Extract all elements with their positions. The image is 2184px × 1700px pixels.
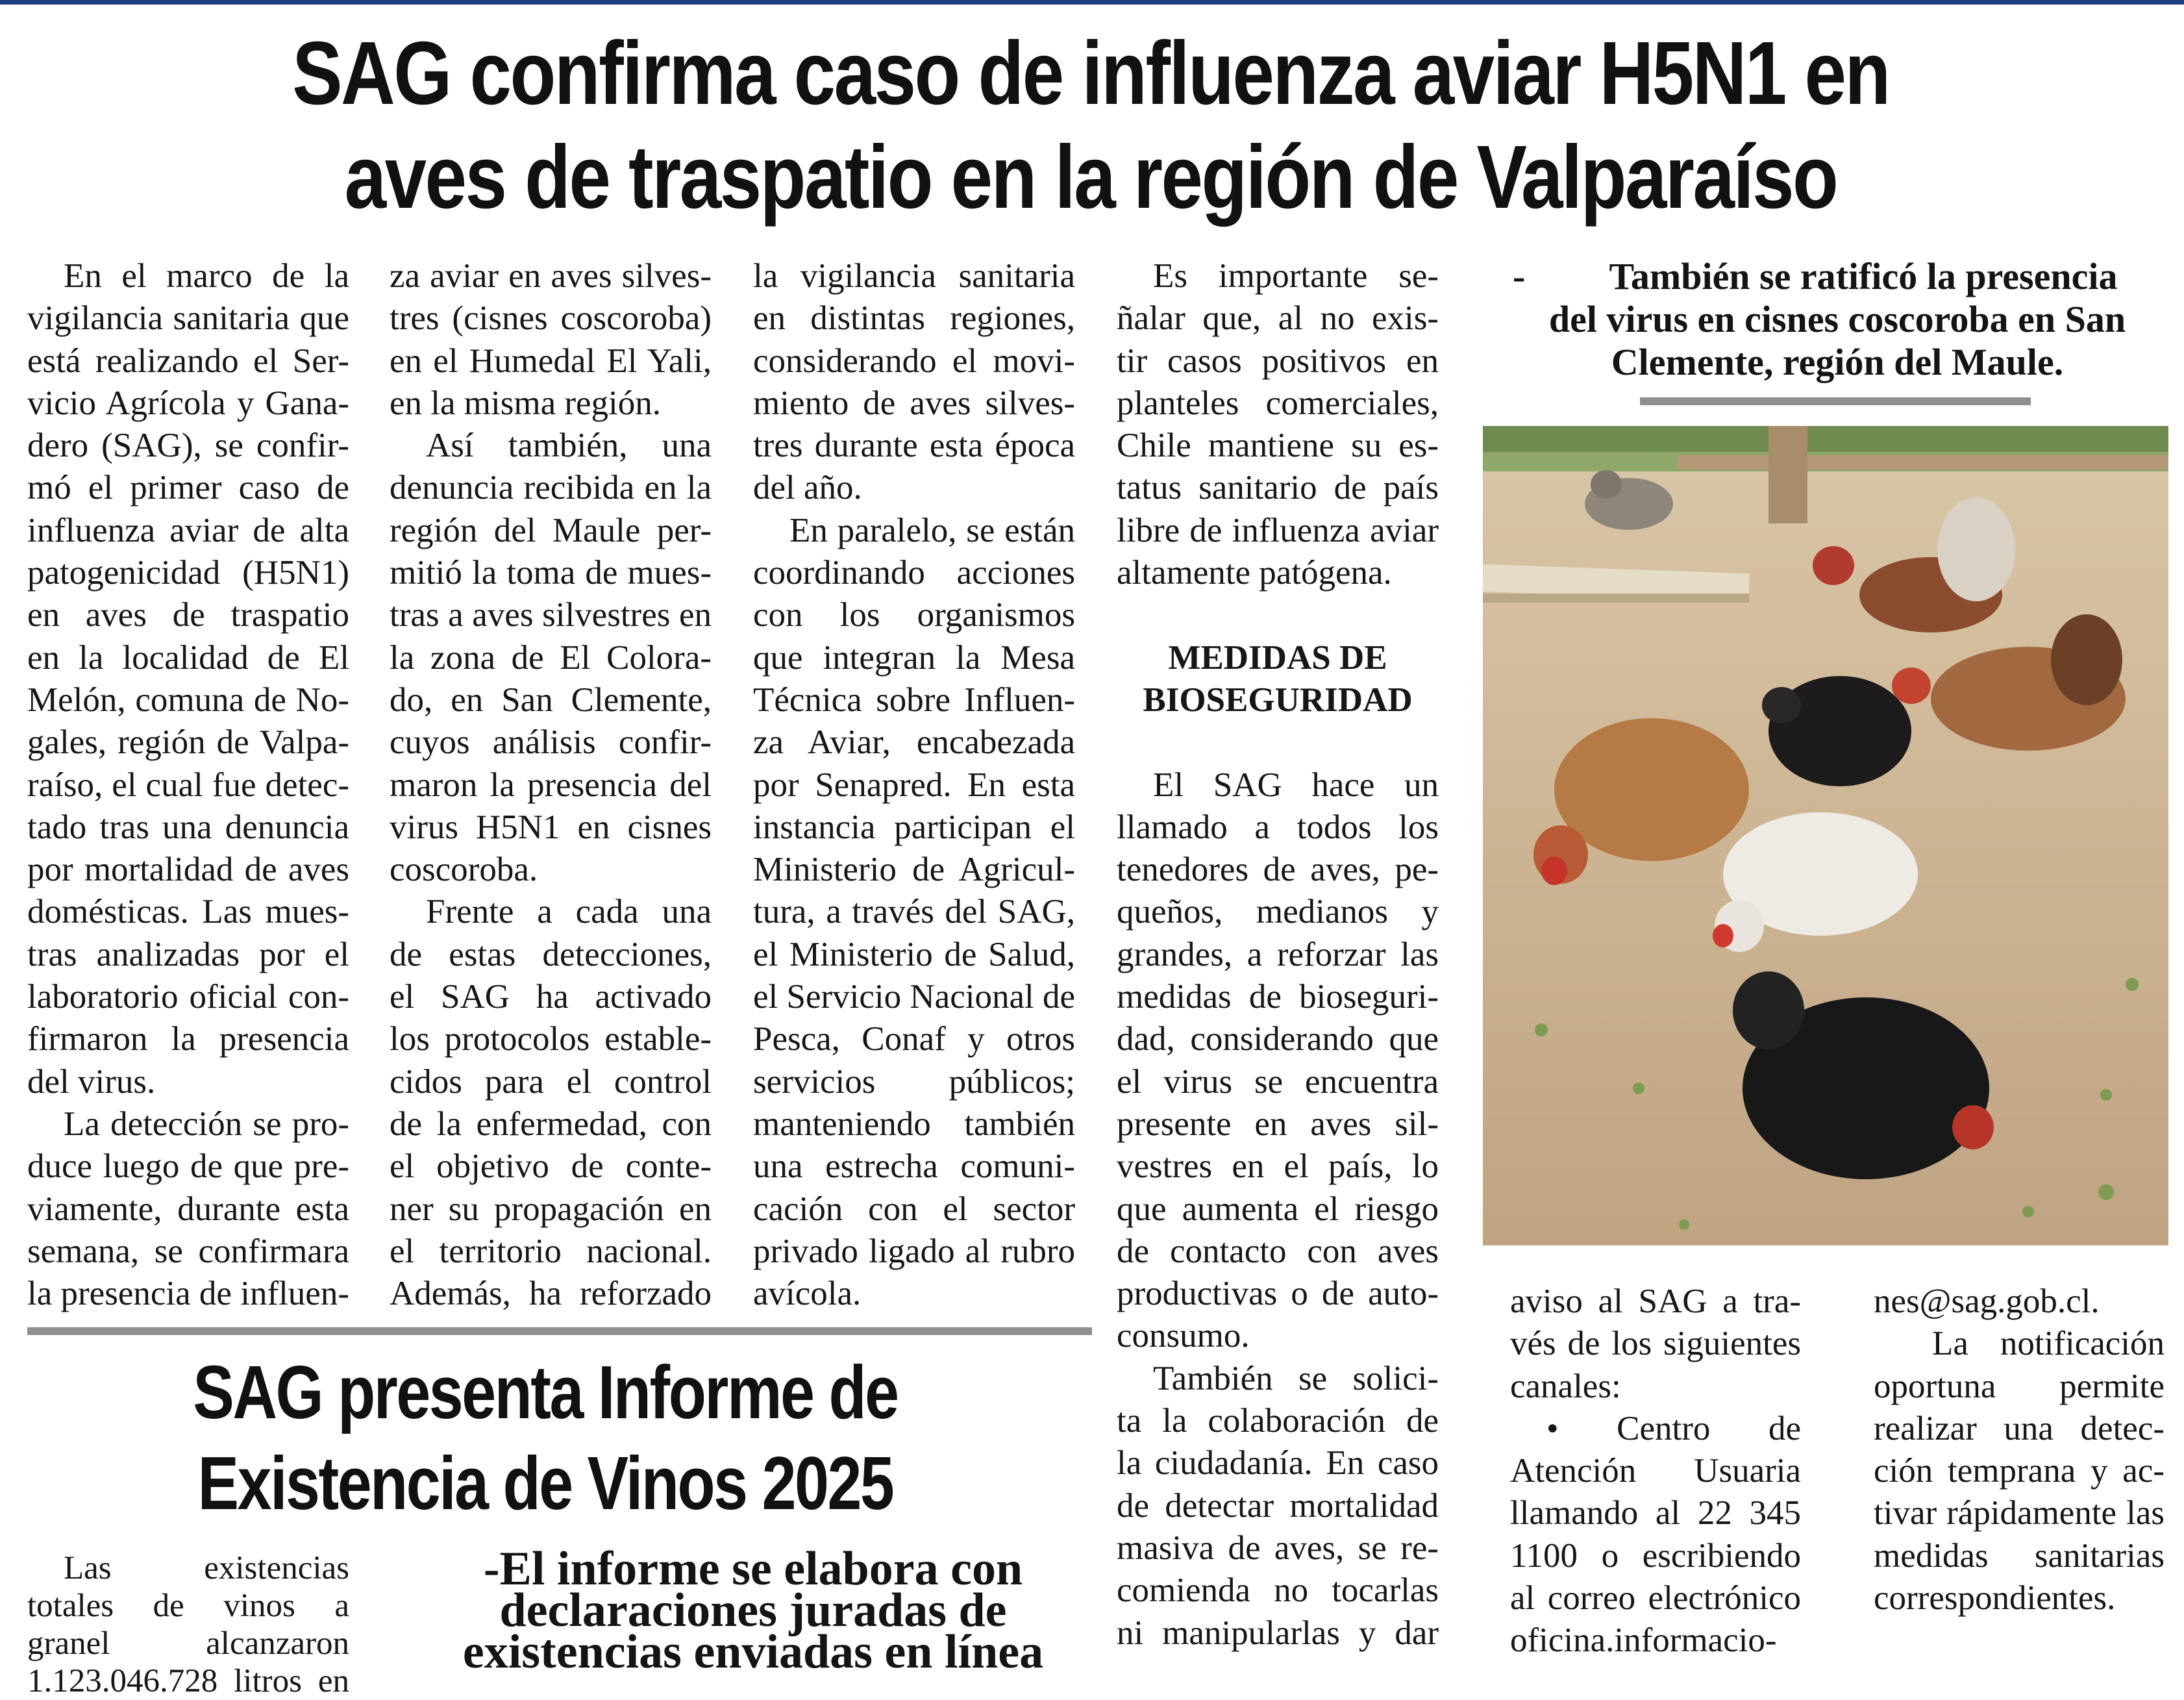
text-line: El SAG hace un xyxy=(1153,766,1439,804)
article-column-2 xyxy=(390,255,712,1315)
text-line: considerando el movi- xyxy=(753,342,1075,380)
kicker-line: existencias enviadas en línea xyxy=(462,1625,1044,1679)
text-line: gales, región de Valpa- xyxy=(27,723,349,762)
article-column-7 xyxy=(27,1549,349,1700)
text-line: el objetivo de conte- xyxy=(390,1147,712,1186)
text-line: grandes, a reforzar las xyxy=(1117,935,1439,973)
text-line: del año. xyxy=(753,469,862,507)
text-line: está realizando el Ser- xyxy=(27,342,349,380)
text-line: La notificación xyxy=(1932,1325,2165,1363)
text-line: Frente a cada una xyxy=(426,893,712,931)
text-line: tado tras una denuncia xyxy=(27,808,349,846)
text-line: semana, se confirmara xyxy=(27,1232,349,1270)
kicker-2 xyxy=(416,1542,1091,1679)
text-line: dad, considerando que xyxy=(1117,1020,1439,1058)
text-line: tras a aves silvestres en xyxy=(390,596,712,634)
text-line: la presencia de influen- xyxy=(27,1275,349,1313)
text-line: vestres en el país, lo xyxy=(1117,1147,1439,1186)
text-line: Así también, una xyxy=(426,427,712,465)
text-line: Pesca, Conaf y otros xyxy=(753,1020,1075,1058)
text-line: También se solici- xyxy=(1153,1359,1439,1397)
text-line: tura, a través del SAG, xyxy=(753,893,1075,931)
text-line: en la misma región. xyxy=(390,384,661,422)
text-line: ción temprana y ac- xyxy=(1874,1452,2165,1490)
article-column-5 xyxy=(1510,1281,1801,1662)
text-line: virus H5N1 en cisnes xyxy=(390,808,712,846)
text-line: vés de los siguientes xyxy=(1510,1325,1801,1363)
text-line: llamando al 22 345 xyxy=(1510,1494,1801,1532)
text-line: que aumenta el riesgo xyxy=(1117,1190,1439,1228)
text-line: cidos para el control xyxy=(390,1062,712,1101)
text-line: vigilancia sanitaria que xyxy=(27,299,349,338)
text-line: con los organismos xyxy=(753,596,1075,634)
text-line: duce luego de que pre- xyxy=(27,1147,349,1186)
text-line: el territorio nacional. xyxy=(390,1232,712,1270)
text-line: servicios públicos; xyxy=(753,1062,1075,1101)
text-line: mitió la toma de mues- xyxy=(390,554,712,592)
text-line: avícola. xyxy=(753,1275,862,1313)
text-line xyxy=(1117,594,1439,636)
text-line: por Senapred. En esta xyxy=(753,766,1075,804)
text-line: za Aviar, encabezada xyxy=(753,723,1075,762)
text-line: cuyos análisis confir- xyxy=(390,723,712,762)
text-line: za aviar en aves silves- xyxy=(390,257,712,295)
text-line: ner su propagación en xyxy=(390,1190,712,1228)
kicker-line: -El informe se elabora con xyxy=(483,1542,1023,1595)
text-line: Es importante se- xyxy=(1153,257,1439,295)
text-line: tras analizadas por el xyxy=(27,935,349,973)
text-line: Técnica sobre Influen- xyxy=(753,681,1075,719)
text-line: vicio Agrícola y Gana- xyxy=(27,384,349,422)
text-line: de contacto con aves xyxy=(1117,1232,1439,1270)
headline-line-1: SAG confirma caso de influenza aviar H5N1 en xyxy=(292,23,1889,123)
text-line: consumo. xyxy=(1117,1317,1250,1355)
top-rule xyxy=(0,0,2184,5)
text-line: instancia participan el xyxy=(753,808,1075,846)
article-column-1 xyxy=(27,255,349,1315)
text-line: tres (cisnes coscoroba) xyxy=(390,299,712,338)
text-line: planteles comerciales, xyxy=(1117,384,1439,422)
text-line: realizar una detec- xyxy=(1874,1409,2165,1447)
section-subhead: MEDIDAS DE xyxy=(1168,638,1387,677)
text-line: influenza aviar de alta xyxy=(27,511,349,549)
headline-2-line-1: SAG presenta Informe de xyxy=(193,1350,898,1434)
text-line: canales: xyxy=(1510,1367,1621,1405)
kicker-line: También se ratificó la presencia xyxy=(1609,255,2118,297)
text-line: en el Humedal El Yali, xyxy=(390,342,712,380)
text-line: Atención Usuaria xyxy=(1510,1452,1801,1490)
text-line: coscoroba. xyxy=(390,851,538,889)
text-line: viamente, durante esta xyxy=(27,1190,349,1228)
text-line: domésticas. Las mues- xyxy=(27,893,349,931)
kicker-line: Clemente, región del Maule. xyxy=(1611,341,2064,383)
text-line: tir casos positivos en xyxy=(1117,342,1439,380)
text-line: tivar rápidamente las xyxy=(1874,1494,2165,1532)
text-line xyxy=(1117,721,1439,764)
text-line: do, en San Clemente, xyxy=(390,681,712,719)
text-line: la vigilancia sanitaria xyxy=(753,257,1075,295)
text-line: aviso al SAG a tra- xyxy=(1510,1282,1801,1320)
email-text: nes@sag.gob.cl. xyxy=(1874,1282,2100,1320)
text-line: altamente patógena. xyxy=(1117,554,1392,592)
text-line: llamado a todos los xyxy=(1117,808,1439,846)
text-line: el virus se encuentra xyxy=(1117,1062,1439,1101)
text-line: maron la presencia del xyxy=(390,766,712,804)
kicker-1 xyxy=(1506,255,2168,384)
text-line: la ciudadanía. En caso xyxy=(1117,1444,1439,1482)
kicker-line: del virus en cisnes coscoroba en San xyxy=(1548,298,2126,340)
text-line: tatus sanitario de país xyxy=(1117,469,1439,507)
text-line: Además, ha reforzado xyxy=(390,1275,712,1313)
text-line: dero (SAG), se confir- xyxy=(27,427,349,465)
text-line: queños, medianos y xyxy=(1117,893,1439,931)
text-line: 1.123.046.728 litros en xyxy=(27,1663,349,1699)
text-line: laboratorio oficial con- xyxy=(27,978,349,1016)
text-line: comienda no tocarlas xyxy=(1117,1571,1439,1610)
text-line: Melón, comuna de No- xyxy=(27,681,349,719)
text-line: ta la colaboración de xyxy=(1117,1402,1439,1440)
text-line: el Servicio Nacional de xyxy=(753,978,1075,1016)
article-column-6 xyxy=(1874,1281,2165,1619)
section-divider xyxy=(27,1327,1092,1335)
text-line: al correo electrónico xyxy=(1510,1579,1801,1618)
text-line: privado ligado al rubro xyxy=(753,1232,1075,1270)
text-line: correspondientes. xyxy=(1874,1579,2116,1618)
text-line: totales de vinos a xyxy=(27,1588,349,1624)
text-line: denuncia recibida en la xyxy=(390,469,712,507)
text-line: tenedores de aves, pe- xyxy=(1117,851,1439,889)
text-line: Las existencias xyxy=(64,1550,349,1586)
text-line: coordinando acciones xyxy=(753,554,1075,592)
kicker-line: declaraciones juradas de xyxy=(499,1584,1007,1637)
text-line: En paralelo, se están xyxy=(789,511,1075,549)
text-line: medidas sanitarias xyxy=(1874,1536,2165,1575)
bullet-line: • Centro de xyxy=(1546,1409,1801,1447)
text-line: el Ministerio de Salud, xyxy=(753,935,1075,973)
text-line: cación con el sector xyxy=(753,1190,1075,1228)
text-line: En el marco de la xyxy=(64,257,349,295)
section-subhead: BIOSEGURIDAD xyxy=(1143,681,1413,719)
text-line: La detección se pro- xyxy=(64,1105,349,1143)
text-line: mó el primer caso de xyxy=(27,469,349,507)
text-line: productivas o de auto- xyxy=(1117,1275,1439,1313)
text-line: ni manipularlas y dar xyxy=(1117,1614,1439,1652)
chickens-photo xyxy=(1483,426,2168,1245)
text-line: el SAG ha activado xyxy=(390,978,712,1016)
kicker-dash: - xyxy=(1513,255,1526,297)
text-line: en la localidad de El xyxy=(27,638,349,677)
text-line: en aves de traspatio xyxy=(27,596,349,634)
article-column-4 xyxy=(1117,255,1439,1655)
text-line: masiva de aves, se re- xyxy=(1117,1529,1439,1567)
text-line: de la enfermedad, con xyxy=(390,1105,712,1143)
text-line: miento de aves silves- xyxy=(753,384,1075,422)
text-line: oficina.informacio- xyxy=(1510,1621,1777,1660)
text-line: por mortalidad de aves xyxy=(27,851,349,889)
text-line: del virus. xyxy=(27,1062,156,1101)
kicker-underline xyxy=(1640,397,2031,405)
text-line: ñalar que, al no exis- xyxy=(1117,299,1439,338)
article-column-3 xyxy=(753,255,1075,1315)
text-line: Ministerio de Agricul- xyxy=(753,851,1075,889)
text-line: una estrecha comuni- xyxy=(753,1147,1075,1186)
text-line: la zona de El Colora- xyxy=(390,638,712,677)
text-line: medidas de bioseguri- xyxy=(1117,978,1439,1016)
text-line: patogenicidad (H5N1) xyxy=(27,554,349,592)
text-line: firmaron la presencia xyxy=(27,1020,349,1058)
text-line: tres durante esta época xyxy=(753,427,1075,465)
text-line: en distintas regiones, xyxy=(753,299,1075,338)
text-line: que integran la Mesa xyxy=(753,638,1075,677)
text-line: libre de influenza aviar xyxy=(1117,511,1439,549)
text-line: 1100 o escribiendo xyxy=(1510,1536,1801,1575)
text-line: de estas detecciones, xyxy=(390,935,712,973)
headline-line-2: aves de traspatio en la región de Valparaíso xyxy=(344,127,1837,227)
text-line: presente en aves sil- xyxy=(1117,1105,1439,1143)
text-line: Chile mantiene su es- xyxy=(1117,427,1439,465)
text-line: región del Maule per- xyxy=(390,511,712,549)
text-line: los protocolos estable- xyxy=(390,1020,712,1058)
text-line: raíso, el cual fue detec- xyxy=(27,766,349,804)
text-line: oportuna permite xyxy=(1874,1367,2165,1405)
text-line: manteniendo también xyxy=(753,1105,1075,1143)
headline-2-line-2: Existencia de Vinos 2025 xyxy=(197,1441,893,1525)
text-line: de detectar mortalidad xyxy=(1117,1486,1439,1525)
text-line: granel alcanzaron xyxy=(27,1625,349,1662)
